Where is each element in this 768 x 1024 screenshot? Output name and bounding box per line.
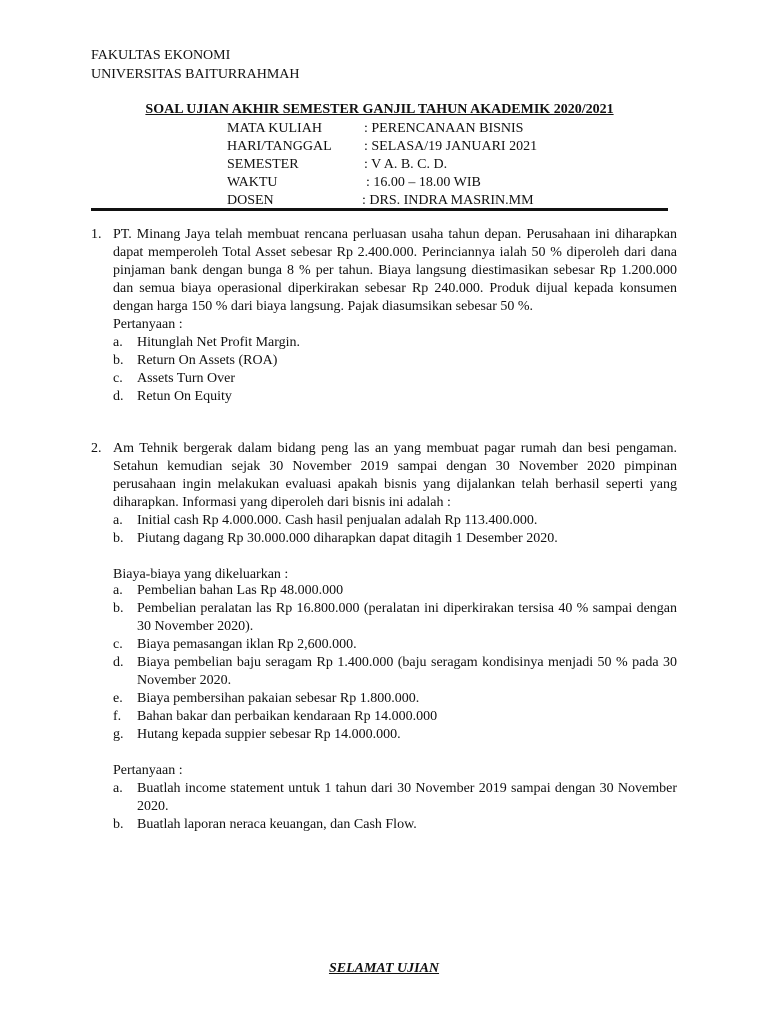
item-text: Retun On Equity — [137, 389, 232, 404]
item-text: Pembelian peralatan las Rp 16.800.000 (peralatan ini diperkirakan tersisa 40 % sampai dengan 30 November 2020). — [137, 601, 677, 634]
list-item — [113, 388, 677, 406]
question-1 — [113, 226, 677, 406]
info-label: DOSEN — [227, 193, 274, 208]
cost-section-label: Biaya-biaya yang dikeluarkan : — [113, 567, 289, 582]
list-item — [113, 370, 677, 388]
item-label: a. — [113, 583, 123, 598]
list-item — [113, 582, 677, 600]
list-item — [113, 780, 677, 816]
item-label: b. — [113, 353, 124, 368]
list-item — [113, 352, 677, 370]
info-value: : DRS. INDRA MASRIN.MM — [362, 193, 534, 208]
question-text: Am Tehnik bergerak dalam bidang peng las an yang membuat pagar rumah dan besi pengaman. Setahun kemudian sejak 30 November 2019 sampai dengan 30 November 2020 pimpinan perusahaan ingin melakukan evaluasi apakah bisnis yang dijalankan telah berhasil seperti yang diharapkan. Informasi yang diperoleh dari bisnis ini adalah : — [113, 441, 677, 510]
header-divider — [91, 208, 668, 211]
info-value: : V A. B. C. D. — [364, 157, 448, 172]
item-label: a. — [113, 513, 123, 528]
list-item — [113, 636, 677, 654]
item-text: Piutang dagang Rp 30.000.000 diharapkan dapat ditagih 1 Desember 2020. — [137, 531, 558, 546]
item-label: c. — [113, 637, 123, 652]
faculty-name: FAKULTAS EKONOMI — [91, 48, 231, 63]
item-text: Buatlah laporan neraca keuangan, dan Cash Flow. — [137, 817, 417, 832]
closing-greeting: SELAMAT UJIAN — [328, 961, 440, 976]
item-text: Biaya pemasangan iklan Rp 2,600.000. — [137, 637, 357, 652]
item-text: Hutang kepada suppier sebesar Rp 14.000.000. — [137, 727, 401, 742]
question-text: PT. Minang Jaya telah membuat rencana perluasan usaha tahun depan. Perusahaan ini diharapkan dapat memperoleh Total Asset sebesar Rp 2.400.000. Perinciannya ialah 50 % diperoleh dari dana pinjaman bank dengan bunga 8 % per tahun. Biaya langsung diestimasikan sebesar Rp 1.200.000 dan semua biaya operasional diperkirakan sebesar Rp 240.000. Produk dijual kepada konsumen dengan harga 150 % dari biaya langsung. Pajak diasumsikan sebesar 50 %. — [113, 227, 677, 314]
question-number: 1. — [91, 227, 102, 242]
info-label: SEMESTER — [227, 157, 299, 172]
list-item — [113, 600, 677, 636]
info-value: : PERENCANAAN BISNIS — [364, 121, 524, 136]
item-text: Hitunglah Net Profit Margin. — [137, 335, 301, 350]
item-label: d. — [113, 389, 124, 404]
list-item — [113, 654, 677, 690]
list-item — [113, 816, 677, 834]
question-2 — [113, 440, 677, 584]
item-label: b. — [113, 817, 124, 832]
item-label: b. — [113, 531, 124, 546]
item-label: g. — [113, 727, 124, 742]
item-label: e. — [113, 691, 123, 706]
item-text: Biaya pembersihan pakaian sebesar Rp 1.800.000. — [137, 691, 420, 706]
info-value: : 16.00 – 18.00 WIB — [366, 175, 481, 190]
item-label: f. — [113, 709, 122, 724]
item-text: Initial cash Rp 4.000.000. Cash hasil penjualan adalah Rp 113.400.000. — [137, 513, 538, 528]
cost-list — [113, 582, 677, 834]
item-text: Biaya pembelian baju seragam Rp 1.400.000 (baju seragam kondisinya menjadi 50 % pada 30 November 2020. — [137, 655, 677, 688]
institution-header — [91, 46, 300, 84]
question-prompt-label: Pertanyaan : — [113, 317, 183, 332]
item-label: d. — [113, 655, 124, 670]
list-item — [113, 334, 677, 352]
info-label: HARI/TANGGAL — [227, 139, 332, 154]
question-number: 2. — [91, 441, 102, 456]
item-label: a. — [113, 781, 123, 796]
list-item — [113, 708, 677, 726]
item-text: Assets Turn Over — [137, 371, 236, 386]
item-label: c. — [113, 371, 123, 386]
list-item — [113, 512, 677, 530]
question-prompt-label: Pertanyaan : — [113, 763, 183, 778]
item-text: Bahan bakar dan perbaikan kendaraan Rp 14.000.000 — [137, 709, 438, 724]
list-item — [113, 726, 677, 744]
info-label: WAKTU — [227, 175, 278, 190]
exam-title: SOAL UJIAN AKHIR SEMESTER GANJIL TAHUN AKADEMIK 2020/2021 — [145, 102, 614, 117]
item-text: Pembelian bahan Las Rp 48.000.000 — [137, 583, 344, 598]
item-text: Return On Assets (ROA) — [137, 353, 278, 368]
info-value: : SELASA/19 JANUARI 2021 — [364, 139, 538, 154]
item-text: Buatlah income statement untuk 1 tahun dari 30 November 2019 sampai dengan 30 November 2020. — [137, 781, 677, 814]
info-label: MATA KULIAH — [227, 121, 322, 136]
item-label: a. — [113, 335, 123, 350]
item-label: b. — [113, 601, 124, 616]
list-item — [113, 690, 677, 708]
list-item — [113, 530, 677, 548]
university-name: UNIVERSITAS BAITURRAHMAH — [91, 67, 300, 82]
